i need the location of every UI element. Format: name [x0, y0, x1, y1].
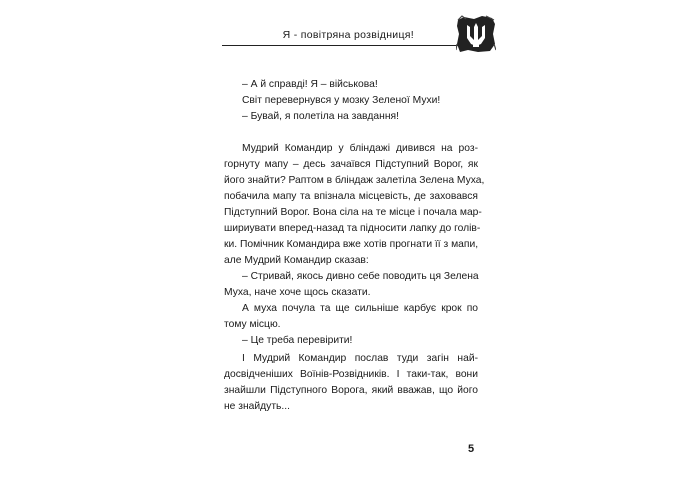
trident-emblem-icon [456, 14, 496, 54]
text-line: Підступний Ворог. Вона сіла на те місце і почала мар- [224, 207, 482, 218]
text-line: знайшли Підступного Ворога, який вважав, що його [224, 385, 478, 396]
text-line: ки. Помічник Командира вже хотів прогнати її з мапи, [224, 239, 479, 250]
text-line: досвідченіших Воїнів-Розвідників. І таки-так, вони [224, 369, 478, 380]
paragraph-dialogue-1 [224, 77, 478, 125]
text-line: – Це треба перевірити! [242, 335, 353, 346]
running-title: Я - повітряна розвідниця! [282, 29, 414, 41]
text-line: – Бувай, я полетіла на завдання! [242, 111, 399, 122]
text-line: шириувати вперед-назад та підносити лапку до голів- [224, 223, 481, 234]
text-line: його знайти? Раптом в бліндаж залетіла Зелена Муха, [224, 175, 485, 186]
text-line: побачила мапу та впізнала місцевість, де заховався [224, 191, 478, 202]
text-line: Світ перевернувся у мозку Зеленої Мухи! [242, 95, 441, 106]
running-header [222, 28, 474, 46]
text-line: не знайдуть... [224, 401, 290, 412]
paragraph-closing [224, 351, 478, 415]
paragraph-main [224, 141, 485, 349]
text-line: – Стривай, якось дивно себе поводить ця Зелена [242, 271, 479, 282]
text-line: І Мудрий Командир послав туди загін най- [242, 353, 478, 364]
text-line: – А й справді! Я – військова! [242, 79, 378, 90]
text-line: Муха, наче хоче щось сказати. [224, 287, 371, 298]
text-line: А муха почула та ще сильніше карбує крок по [242, 303, 478, 314]
text-line: тому місцю. [224, 319, 281, 330]
text-line: Мудрий Командир у бліндажі дивився на роз- [242, 143, 478, 154]
text-line: але Мудрий Командир сказав: [224, 255, 369, 266]
page-number: 5 [468, 443, 475, 455]
text-line: горнуту мапу – десь зачаївся Підступний Ворог, як [224, 159, 478, 170]
